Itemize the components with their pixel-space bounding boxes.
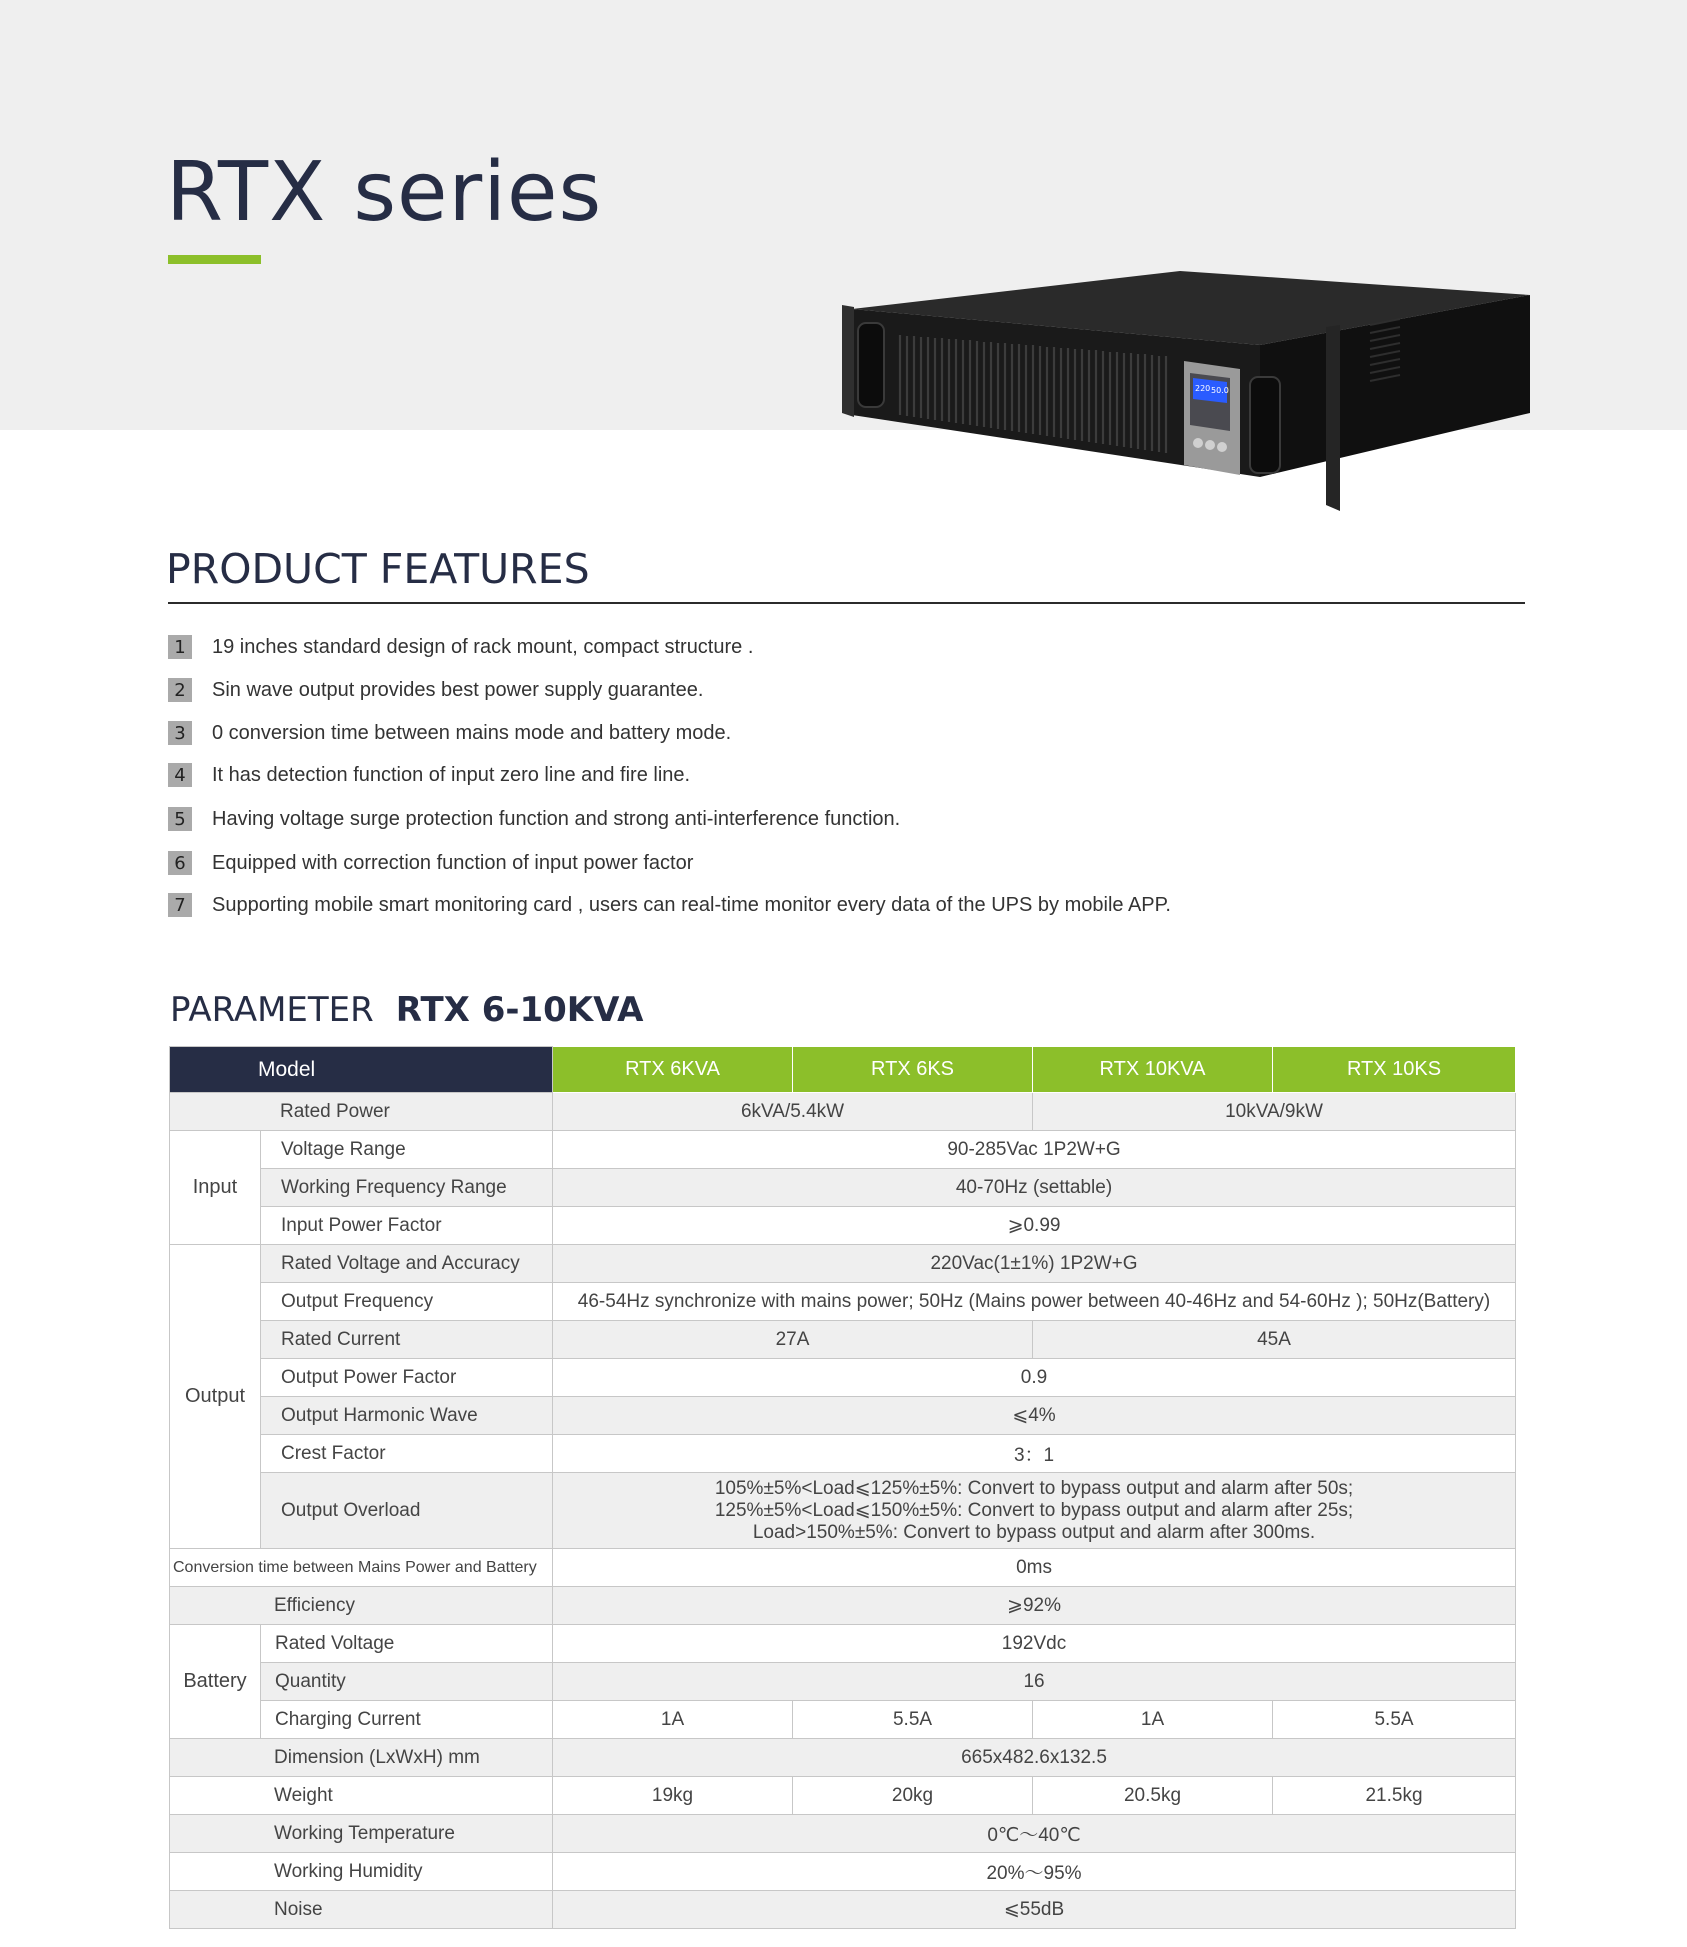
row-label: Rated Voltage and Accuracy <box>261 1245 553 1283</box>
cell-value: 20.5kg <box>1033 1777 1273 1815</box>
table-row <box>170 1663 1516 1701</box>
lcd-voltage: 220 <box>1195 384 1211 393</box>
feature-item <box>168 720 731 746</box>
cell-value: 0.9 <box>553 1359 1516 1397</box>
row-label: Working Humidity <box>170 1853 553 1891</box>
parameter-model-range: RTX 6-10KVA <box>395 990 644 1030</box>
table-row <box>170 1359 1516 1397</box>
feature-text: It has detection function of input zero line and fire line. <box>212 763 691 786</box>
feature-text: Supporting mobile smart monitoring card , users can real-time monitor every data of the UPS by mobile APP. <box>212 893 1171 916</box>
feature-number: 5 <box>168 807 192 831</box>
feature-item <box>168 634 753 660</box>
table-row <box>170 1435 1516 1473</box>
table-row <box>170 1587 1516 1625</box>
parameter-heading <box>170 990 643 1030</box>
row-label: Working Frequency Range <box>261 1169 553 1207</box>
title-accent-bar <box>168 255 261 264</box>
model-header: Model <box>170 1047 553 1093</box>
table-row <box>170 1283 1516 1321</box>
cell-value: 5.5A <box>1273 1701 1516 1739</box>
feature-number: 6 <box>168 851 192 875</box>
rack-ear-right <box>1326 325 1340 511</box>
cell-value: 1A <box>1033 1701 1273 1739</box>
row-label: Crest Factor <box>261 1435 553 1473</box>
feature-number: 3 <box>168 721 192 745</box>
cell-value <box>553 1473 1516 1549</box>
model-col-2: RTX 6KS <box>793 1047 1033 1093</box>
row-label: Output Overload <box>261 1473 553 1549</box>
cell-value: 220Vac(1±1%) 1P2W+G <box>553 1245 1516 1283</box>
table-row <box>170 1321 1516 1359</box>
table-row <box>170 1397 1516 1435</box>
cell-value: 0℃～40℃ <box>553 1815 1516 1853</box>
table-row <box>170 1739 1516 1777</box>
table-row <box>170 1169 1516 1207</box>
features-heading: PRODUCT FEATURES <box>166 545 590 593</box>
group-label-input: Input <box>170 1131 261 1245</box>
cell-value: 192Vdc <box>553 1625 1516 1663</box>
cell-value: 5.5A <box>793 1701 1033 1739</box>
table-row <box>170 1891 1516 1929</box>
row-label: Rated Voltage <box>261 1625 553 1663</box>
group-label-battery: Battery <box>170 1625 261 1739</box>
row-label: Conversion time between Mains Power and Battery <box>170 1549 553 1587</box>
table-row <box>170 1131 1516 1169</box>
table-row <box>170 1853 1516 1891</box>
row-label: Dimension (LxWxH) mm <box>170 1739 553 1777</box>
cell-value: ⩾92% <box>553 1587 1516 1625</box>
table-row <box>170 1777 1516 1815</box>
handle-left <box>858 323 884 407</box>
feature-item <box>168 762 690 788</box>
row-label: Quantity <box>261 1663 553 1701</box>
cell-value: 46-54Hz synchronize with mains power; 50Hz (Mains power between 40-46Hz and 54-60Hz ); 50Hz(Battery) <box>553 1283 1516 1321</box>
product-image <box>840 265 1540 515</box>
overload-line-3: Load>150%±5%: Convert to bypass output and alarm after 300ms. <box>752 1521 1316 1543</box>
cell-value: 27A <box>553 1321 1033 1359</box>
cell-value: 1A <box>553 1701 793 1739</box>
table-row <box>170 1207 1516 1245</box>
cell-value: 6kVA/5.4kW <box>553 1093 1033 1131</box>
table-row <box>170 1093 1516 1131</box>
table-row <box>170 1473 1516 1549</box>
cell-value: 665x482.6x132.5 <box>553 1739 1516 1777</box>
feature-text: Having voltage surge protection function and strong anti-interference function. <box>212 807 901 830</box>
panel-button-1 <box>1193 438 1203 448</box>
feature-item <box>168 677 703 703</box>
row-label: Rated Power <box>170 1093 553 1131</box>
row-label: Weight <box>170 1777 553 1815</box>
parameter-title: PARAMETER <box>170 990 374 1030</box>
table-row <box>170 1701 1516 1739</box>
cell-value: 10kVA/9kW <box>1033 1093 1516 1131</box>
row-label: Voltage Range <box>261 1131 553 1169</box>
cell-value: 20%～95% <box>553 1853 1516 1891</box>
rack-ear-left <box>842 305 854 417</box>
row-label: Output Power Factor <box>261 1359 553 1397</box>
cell-value: 16 <box>553 1663 1516 1701</box>
overload-line-1: 105%±5%<Load⩽125%±5%: Convert to bypass output and alarm after 50s; <box>714 1477 1354 1499</box>
cell-value: 40-70Hz (settable) <box>553 1169 1516 1207</box>
table-row <box>170 1625 1516 1663</box>
page-title: RTX series <box>166 145 603 240</box>
model-col-3: RTX 10KVA <box>1033 1047 1273 1093</box>
cell-value: 90-285Vac 1P2W+G <box>553 1131 1516 1169</box>
row-label: Output Frequency <box>261 1283 553 1321</box>
panel-button-2 <box>1205 440 1215 450</box>
row-label: Rated Current <box>261 1321 553 1359</box>
cell-value: 20kg <box>793 1777 1033 1815</box>
feature-text: 0 conversion time between mains mode and battery mode. <box>212 721 732 744</box>
feature-number: 4 <box>168 763 192 787</box>
table-row <box>170 1549 1516 1587</box>
feature-item <box>168 892 1171 918</box>
feature-item <box>168 806 900 832</box>
lcd-frequency: 50.0 <box>1211 386 1229 395</box>
feature-number: 7 <box>168 893 192 917</box>
row-label: Working Temperature <box>170 1815 553 1853</box>
cell-value: 0ms <box>553 1549 1516 1587</box>
feature-text: Sin wave output provides best power supply guarantee. <box>212 678 704 701</box>
feature-number: 2 <box>168 678 192 702</box>
panel-button-3 <box>1217 442 1227 452</box>
features-divider <box>168 602 1525 604</box>
group-label-output: Output <box>170 1245 261 1549</box>
row-label: Noise <box>170 1891 553 1929</box>
overload-line-2: 125%±5%<Load⩽150%±5%: Convert to bypass output and alarm after 25s; <box>714 1499 1354 1521</box>
model-col-1: RTX 6KVA <box>553 1047 793 1093</box>
feature-text: 19 inches standard design of rack mount, compact structure . <box>212 635 754 658</box>
cell-value: 21.5kg <box>1273 1777 1516 1815</box>
cell-value: 19kg <box>553 1777 793 1815</box>
feature-number: 1 <box>168 635 192 659</box>
row-label: Output Harmonic Wave <box>261 1397 553 1435</box>
table-header-row <box>170 1047 1516 1093</box>
row-label: Charging Current <box>261 1701 553 1739</box>
spec-table <box>169 1046 1516 1929</box>
feature-item <box>168 850 693 876</box>
cell-value: ⩽4% <box>553 1397 1516 1435</box>
row-label: Efficiency <box>170 1587 553 1625</box>
model-col-4: RTX 10KS <box>1273 1047 1516 1093</box>
handle-right <box>1250 377 1280 473</box>
feature-text: Equipped with correction function of input power factor <box>212 851 694 874</box>
table-row <box>170 1815 1516 1853</box>
table-row <box>170 1245 1516 1283</box>
cell-value: 45A <box>1033 1321 1516 1359</box>
row-label: Input Power Factor <box>261 1207 553 1245</box>
cell-value: ⩾0.99 <box>553 1207 1516 1245</box>
cell-value: 3：1 <box>553 1435 1516 1473</box>
cell-value: ⩽55dB <box>553 1891 1516 1929</box>
